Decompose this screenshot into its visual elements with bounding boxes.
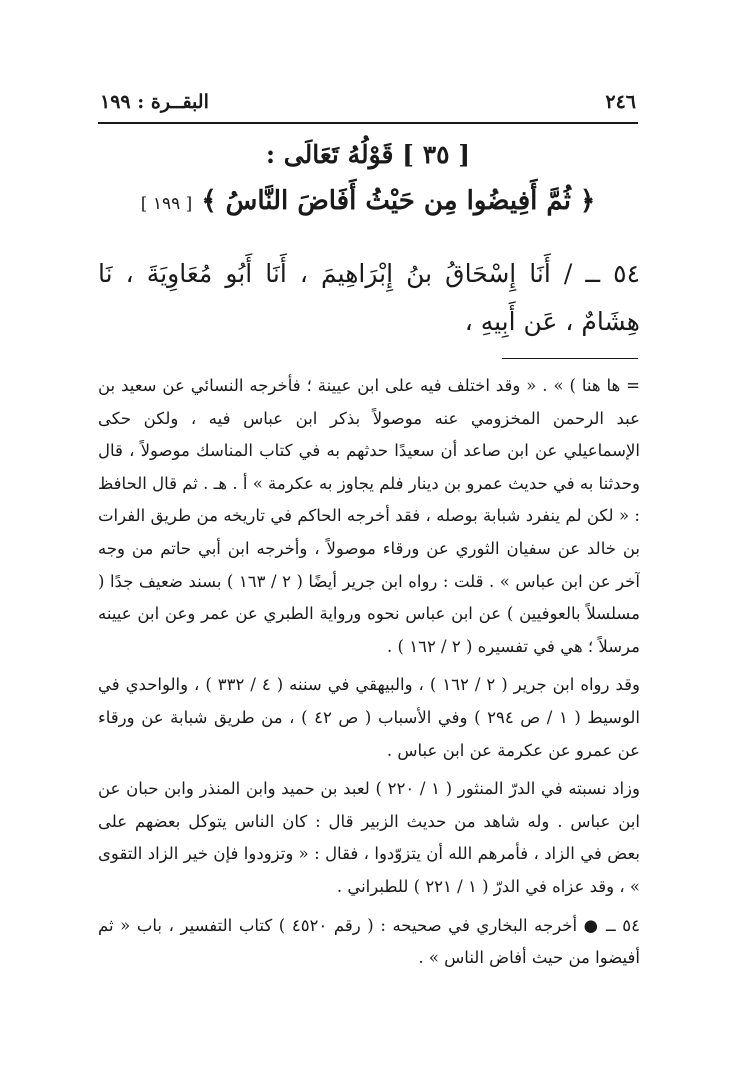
header-rule	[98, 122, 638, 124]
footnote-paragraph-3: وزاد نسبته في الدرّ المنثور ( ١ / ٢٢٠ ) لعبد بن حميد وابن المنذر وابن حبان عن ابن عباس . وله شاهد من حديث الزبير قال : كان الناس يتوكل بعضهم على بعض في الزاد ، فأمرهم الله أن يتزوّدوا ، فقال : « وتزودوا فإن خير الزاد التقوى » ، وقد عزاه في الدرّ ( ١ / ٢٢١ ) للطبراني .	[98, 779, 640, 896]
footnote-paragraph-2: وقد رواه ابن جرير ( ٢ / ١٦٢ ) ، والبيهقي في سننه ( ٤ / ٣٣٢ ) ، والواحدي في الوسيط ( ١ / ص ٢٩٤ ) وفي الأسباب ( ص ٤٢ ) ، من طريق شبابة عن ورقاء عن عمرو عن عكرمة عن ابن عباس .	[98, 675, 640, 760]
footnote-separator	[502, 358, 638, 359]
quran-verse	[100, 186, 636, 232]
footnote-paragraph-1: = ها هنا ) » . « وقد اختلف فيه على ابن عيينة ؛ فأخرجه النسائي عن سعيد بن عبد الرحمن المخزومي عنه موصولاً بذكر ابن عباس فيه ، ولكن حكى الإسماعيلي عن ابن صاعد أن سعيدًا حدثهم به في كتاب المناسك موصولاً ، قال وحدثنا به في حديث عمرو بن دينار فلم يجاوز به عكرمة » أ . هـ . ثم قال الحافظ : « لكن لم ينفرد شبابة بوصله ، فقد أخرجه الحاكم في تاريخه من طريق الفرات بن خالد عن سفيان الثوري عن ورقاء موصولاً ، وأخرجه ابن أبي حاتم من وجه آخر عن ابن عباس » . قلت : رواه ابن جرير أيضًا ( ٢ / ١٦٣ ) بسند ضعيف جدًا ( مسلسلاً بالعوفيين ) عن ابن عباس نحوه ورواية الطبري عن عمر وعن ابن عيينه مرسلاً ؛ هي في تفسيره ( ٢ / ١٦٢ ) .	[98, 376, 640, 656]
verse-text: ﴿ ثُمَّ أَفِيضُوا مِن حَيْثُ أَفَاضَ النَّاسُ ﴾	[201, 186, 596, 216]
section-heading: [ ٣٥ ] قَوْلُهُ تَعَالَى :	[265, 140, 471, 169]
footnote-paragraph-4: ٥٤ ــ ● أخرجه البخاري في صحيحه : ( رقم ٤٥٢٠ ) كتاب التفسير ، باب « ثم أفيضوا من حيث أفاض الناس » .	[98, 915, 640, 968]
running-header	[100, 84, 636, 120]
verse-reference: [ ١٩٩ ]	[140, 194, 193, 214]
running-title: البقــرة : ١٩٩	[100, 91, 209, 113]
hadith-isnad: ٥٤ ــ / أَنَا إِسْحَاقُ بنُ إِبْرَاهِيمَ ، أَنَا أَبُو مُعَاوِيَةَ ، نَا هِشَامٌ ، عَن أَبِيهِ ،	[98, 259, 640, 336]
page-number: ٢٤٦	[605, 91, 636, 113]
footnotes	[98, 370, 640, 1010]
